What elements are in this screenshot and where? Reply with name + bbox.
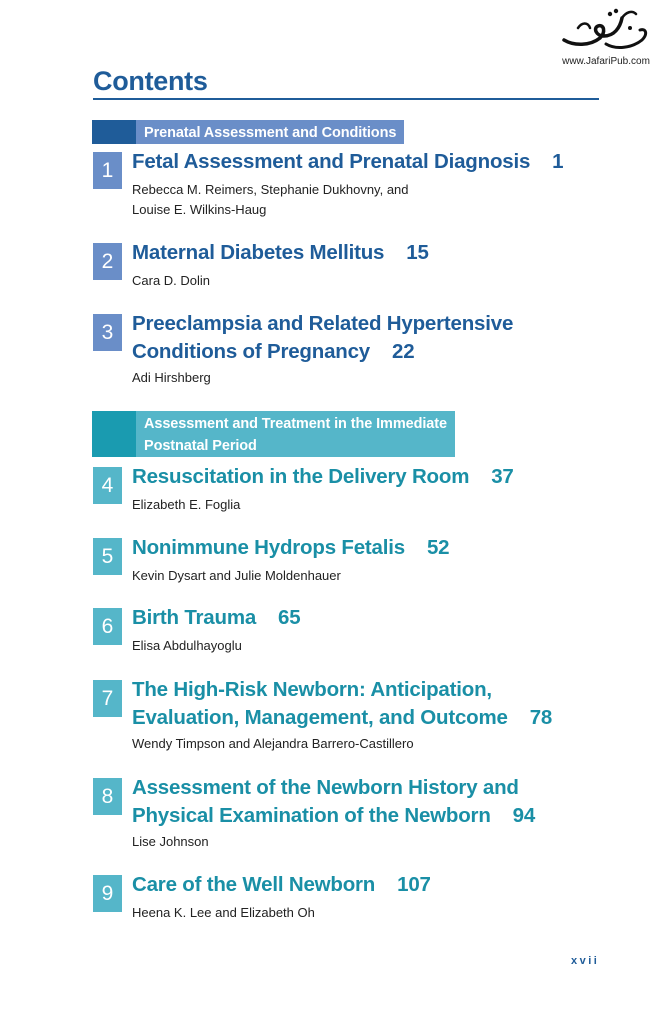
chapter-authors: Cara D. Dolin (132, 273, 211, 288)
chapter-title[interactable] (132, 676, 612, 732)
chapter-number: 9 (93, 875, 122, 912)
chapter-page: 15 (406, 241, 429, 264)
chapter-title[interactable] (132, 774, 612, 830)
chapter-authors: Lise Johnson (132, 834, 209, 849)
chapter-authors: Wendy Timpson and Alejandra Barrero-Castillero (132, 736, 414, 751)
chapter-page: 65 (278, 606, 301, 629)
section-label (136, 411, 455, 457)
chapter-title-text: Nonimmune Hydrops Fetalis (132, 536, 405, 559)
section-header-prenatal (92, 120, 404, 144)
chapter-authors: Elizabeth E. Foglia (132, 497, 241, 512)
publisher-url: www.JafariPub.com (562, 56, 650, 67)
chapter-title-text: Birth Trauma (132, 606, 257, 629)
chapter-title[interactable] (132, 871, 612, 899)
chapter-page: 1 (552, 150, 564, 173)
chapter-number: 2 (93, 243, 122, 280)
page-folio: xvii (571, 955, 600, 967)
chapter-title-line: Physical Examination of the Newborn (132, 804, 491, 827)
chapter-title-line: Evaluation, Management, and Outcome (132, 706, 508, 729)
publisher-logo (556, 6, 652, 67)
authors-line: Rebecca M. Reimers, Stephanie Dukhovny, and (132, 182, 409, 197)
chapter-title-text: Fetal Assessment and Prenatal Diagnosis (132, 150, 531, 173)
chapter-title-line: Preeclampsia and Related Hypertensive (132, 312, 514, 335)
chapter-title[interactable] (132, 239, 612, 267)
section-label: Prenatal Assessment and Conditions (136, 120, 404, 144)
chapter-number: 6 (93, 608, 122, 645)
chapter-title-line: Conditions of Pregnancy (132, 340, 370, 363)
chapter-title-text: Care of the Well Newborn (132, 873, 376, 896)
chapter-title-text: Maternal Diabetes Mellitus (132, 241, 385, 264)
chapter-title-line: The High-Risk Newborn: Anticipation, (132, 678, 492, 701)
chapter-title-line: Assessment of the Newborn History and (132, 776, 519, 799)
chapter-page: 94 (512, 804, 536, 827)
chapter-title[interactable] (132, 148, 612, 176)
chapter-number: 3 (93, 314, 122, 351)
chapter-number: 4 (93, 467, 122, 504)
authors-line: Louise E. Wilkins-Haug (132, 202, 267, 217)
section-tab (92, 411, 136, 457)
chapter-page: 22 (392, 340, 415, 363)
chapter-number: 5 (93, 538, 122, 575)
section-label-line: Postnatal Period (144, 438, 257, 454)
chapter-number: 7 (93, 680, 122, 717)
chapter-page: 78 (529, 706, 553, 729)
chapter-authors: Heena K. Lee and Elizabeth Oh (132, 905, 315, 920)
chapter-authors: Elisa Abdulhayoglu (132, 638, 242, 653)
chapter-title[interactable] (132, 463, 612, 491)
chapter-page: 37 (491, 465, 514, 488)
chapter-authors: Kevin Dysart and Julie Moldenhauer (132, 568, 341, 583)
chapter-title[interactable] (132, 310, 612, 366)
calligraphy-logo-icon (560, 6, 652, 54)
section-tab (92, 120, 136, 144)
chapter-authors (132, 180, 512, 220)
chapter-page: 107 (397, 873, 431, 896)
section-header-postnatal (92, 411, 455, 457)
page-title: Contents (93, 66, 208, 96)
chapter-number: 8 (93, 778, 122, 815)
chapter-title-text: Resuscitation in the Delivery Room (132, 465, 470, 488)
chapter-number: 1 (93, 152, 122, 189)
chapter-authors: Adi Hirshberg (132, 370, 211, 385)
chapter-title[interactable] (132, 534, 612, 562)
chapter-page: 52 (426, 536, 450, 559)
title-rule (93, 98, 599, 100)
section-label-line: Assessment and Treatment in the Immediate (144, 416, 447, 432)
chapter-title[interactable] (132, 604, 612, 632)
